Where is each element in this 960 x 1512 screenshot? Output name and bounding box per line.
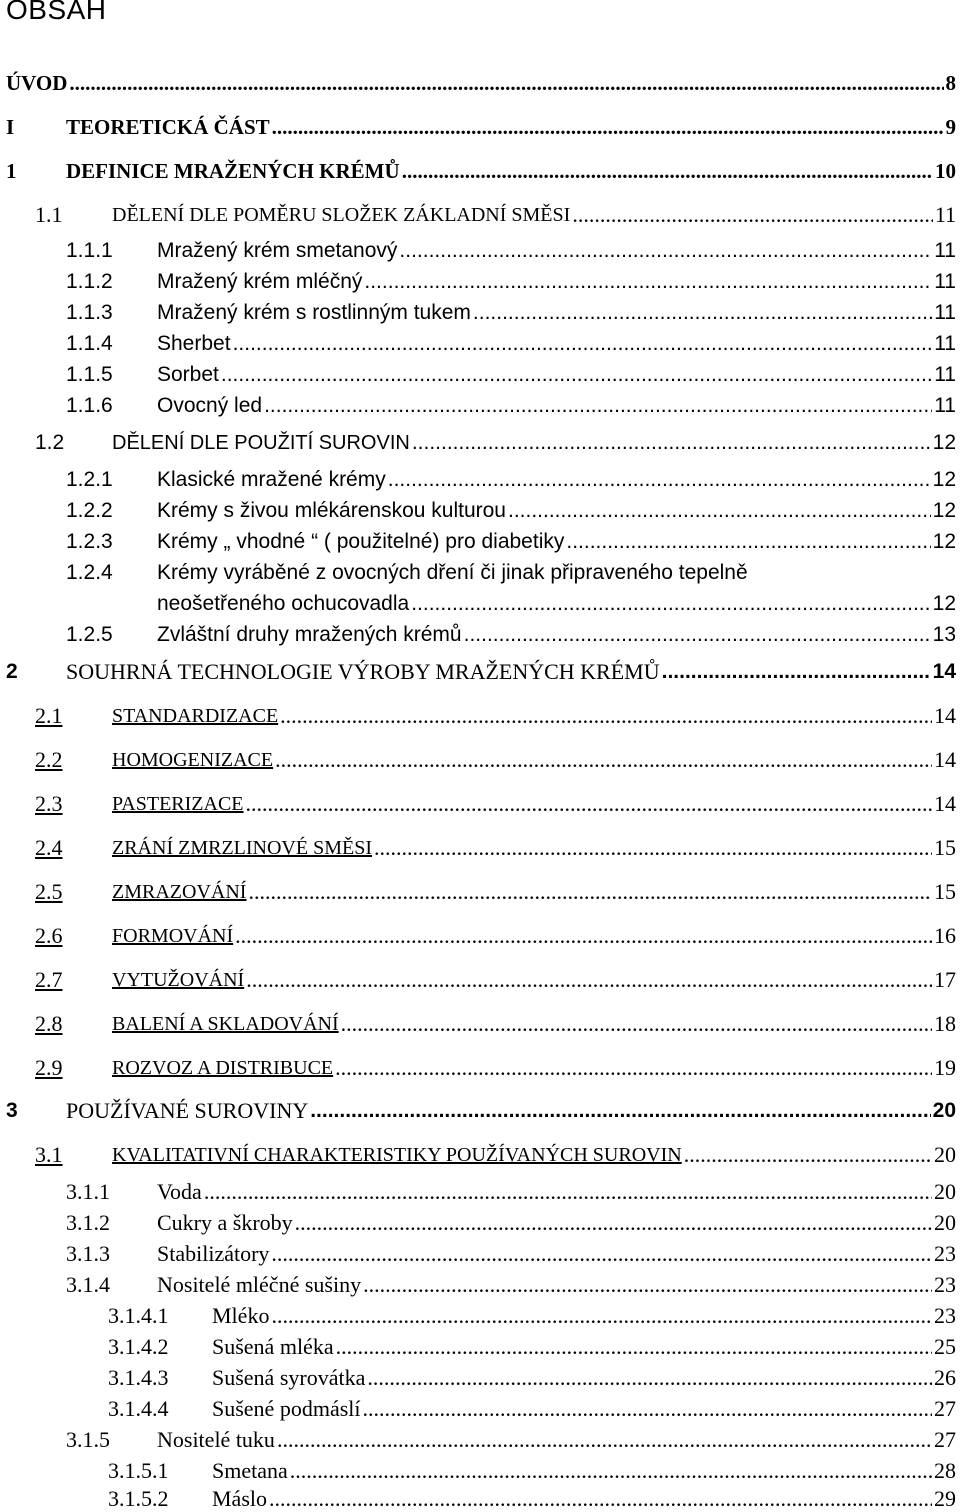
dot-leader bbox=[264, 393, 932, 419]
dot-leader bbox=[295, 1210, 932, 1236]
toc-entry-page: 11 bbox=[934, 202, 956, 227]
toc-entry-number: 1.1.5 bbox=[66, 363, 113, 386]
toc-entry-title: DĚLENÍ DLE POMĚRU SLOŽEK ZÁKLADNÍ SMĚSI bbox=[112, 204, 571, 226]
toc-entry-number: 2.8 bbox=[35, 1011, 63, 1036]
page-title: OBSAH bbox=[6, 0, 107, 25]
toc-entry-number: 2.9 bbox=[35, 1055, 63, 1080]
dot-leader bbox=[275, 747, 932, 773]
toc-entry-title: Mražený krém s rostlinným tukem bbox=[157, 301, 471, 324]
dot-leader bbox=[248, 879, 932, 905]
toc-entry-page: 26 bbox=[934, 1365, 956, 1390]
toc-entry-page: 23 bbox=[934, 1272, 956, 1297]
toc-entry-title: Voda bbox=[157, 1179, 202, 1204]
toc-entry-number: 3.1.4.3 bbox=[108, 1365, 169, 1390]
toc-entry-title: DEFINICE MRAŽENÝCH KRÉMŮ bbox=[66, 159, 400, 183]
toc-entry-number: 1.2.5 bbox=[66, 623, 113, 646]
toc-entry-number: 2.5 bbox=[35, 879, 63, 904]
toc-entry-page: 11 bbox=[934, 301, 956, 324]
toc-entry-number: 1.2.4 bbox=[66, 561, 113, 584]
toc-entry-page: 11 bbox=[934, 270, 956, 293]
toc-entry-page: 20 bbox=[934, 1142, 956, 1167]
toc-entry-title: Nositelé tuku bbox=[157, 1427, 275, 1452]
toc-entry-page: 11 bbox=[934, 363, 956, 386]
dot-leader bbox=[363, 1272, 932, 1298]
toc-entry-number: 2.2 bbox=[35, 747, 63, 772]
toc-entry-page: 12 bbox=[932, 499, 956, 522]
dot-leader bbox=[221, 362, 932, 388]
toc-entry-number: 3.1 bbox=[35, 1142, 63, 1167]
dot-leader bbox=[235, 923, 932, 949]
dot-leader bbox=[473, 300, 932, 326]
dot-leader bbox=[280, 703, 932, 729]
toc-entry-title: KVALITATIVNÍ CHARAKTERISTIKY POUŽÍVANÝCH SUROVIN bbox=[112, 1144, 682, 1166]
toc-entry-number: 3.1.1 bbox=[66, 1179, 110, 1204]
toc-entry-title: Smetana bbox=[212, 1458, 288, 1483]
dot-leader bbox=[566, 529, 930, 555]
toc-entry-title: ÚVOD bbox=[6, 71, 68, 95]
toc-entry-number: 1.2 bbox=[35, 431, 65, 454]
toc-entry-page: 28 bbox=[934, 1458, 956, 1483]
toc-entry-page: 10 bbox=[935, 159, 956, 183]
toc-entry-title: Mražený krém smetanový bbox=[157, 239, 398, 262]
toc-entry-page: 12 bbox=[932, 468, 956, 491]
toc-entry-number: 3.1.4.2 bbox=[108, 1334, 169, 1359]
toc-entry-number: 1.2.1 bbox=[66, 468, 113, 491]
toc-entry-title: Sherbet bbox=[157, 332, 231, 355]
toc-entry-title: ZMRAZOVÁNÍ bbox=[112, 881, 247, 903]
toc-entry-page: 12 bbox=[932, 431, 956, 454]
toc-entry-page: 20 bbox=[934, 1210, 956, 1235]
toc-entry-title: Krémy vyráběné z ovocných dření či jinak připraveného tepelně bbox=[157, 561, 748, 584]
toc-entry-title: BALENÍ A SKLADOVÁNÍ bbox=[112, 1013, 339, 1035]
dot-leader bbox=[364, 269, 932, 295]
toc-entry-title: TEORETICKÁ ČÁST bbox=[66, 115, 270, 139]
toc-entry-title: STANDARDIZACE bbox=[112, 705, 279, 727]
toc-entry-title: ZRÁNÍ ZMRZLINOVÉ SMĚSI bbox=[112, 837, 372, 859]
toc-entry-page: 14 bbox=[934, 747, 956, 772]
toc-entry-number: 1.1.6 bbox=[66, 394, 113, 417]
toc-entry-title: Krémy s živou mlékárenskou kulturou bbox=[157, 499, 506, 522]
toc-entry-page: 9 bbox=[945, 115, 956, 139]
dot-leader bbox=[367, 1365, 932, 1391]
toc-entry-number: 1.1.1 bbox=[66, 239, 113, 262]
dot-leader bbox=[246, 967, 932, 993]
toc-entry-number: 3.1.5.2 bbox=[108, 1486, 169, 1511]
toc-entry-page: 11 bbox=[934, 394, 956, 417]
toc-entry-number: 2.1 bbox=[35, 703, 63, 728]
toc-entry-number: 3.1.2 bbox=[66, 1210, 110, 1235]
toc-entry-title: Zvláštní druhy mražených krémů bbox=[157, 623, 462, 646]
toc-entry-page: 12 bbox=[932, 592, 956, 615]
toc-entry-page: 12 bbox=[932, 530, 956, 553]
toc-entry-number: 3.1.5 bbox=[66, 1427, 110, 1452]
dot-leader bbox=[388, 467, 931, 493]
dot-leader bbox=[374, 835, 932, 861]
toc-entry-page: 17 bbox=[934, 967, 956, 992]
toc-entry-title: Sušené podmáslí bbox=[212, 1396, 361, 1421]
toc-entry-page: 15 bbox=[934, 835, 956, 860]
toc-entry-title: Krémy „ vhodné “ ( použitelné) pro diabetiky bbox=[157, 530, 565, 553]
toc-entry-page: 13 bbox=[932, 623, 956, 646]
dot-leader bbox=[572, 202, 933, 228]
toc-entry-title: Klasické mražené krémy bbox=[157, 468, 386, 491]
toc-entry-number: 2.3 bbox=[35, 791, 63, 816]
toc-entry-page: 8 bbox=[945, 71, 956, 95]
dot-leader bbox=[271, 1303, 932, 1329]
dot-leader bbox=[412, 430, 931, 456]
toc-entry-title: Nositelé mléčné sušiny bbox=[157, 1272, 362, 1297]
toc-entry-number: 1.1.2 bbox=[66, 270, 113, 293]
toc-entry-page: 25 bbox=[934, 1334, 956, 1359]
toc-entry-number: 2.6 bbox=[35, 923, 63, 948]
dot-leader bbox=[272, 114, 944, 140]
dot-leader bbox=[290, 1458, 932, 1484]
dot-leader bbox=[246, 791, 932, 817]
toc-entry-title: FORMOVÁNÍ bbox=[112, 925, 234, 947]
dot-leader bbox=[662, 659, 931, 685]
toc-entry-title: Sušená mléka bbox=[212, 1334, 334, 1359]
toc-entry-title: POUŽÍVANÉ SUROVINY bbox=[66, 1098, 309, 1123]
dot-leader bbox=[269, 1486, 932, 1512]
toc-entry-number: 3.1.4 bbox=[66, 1272, 110, 1297]
toc-entry-title: Mléko bbox=[212, 1303, 270, 1328]
toc-entry-number: 1 bbox=[6, 159, 17, 183]
dot-leader bbox=[69, 70, 943, 96]
toc-entry-title: SOUHRNÁ TECHNOLOGIE VÝROBY MRAŽENÝCH KRÉMŮ bbox=[66, 659, 660, 684]
dot-leader bbox=[271, 1241, 932, 1267]
toc-entry-page: 23 bbox=[934, 1241, 956, 1266]
toc-entry-title: VYTUŽOVÁNÍ bbox=[112, 969, 245, 991]
dot-leader bbox=[402, 158, 933, 184]
toc-entry-number: 2 bbox=[6, 660, 18, 683]
toc-entry-number: 1.1 bbox=[35, 202, 63, 227]
toc-entry-number: 2.4 bbox=[35, 835, 63, 860]
toc-entry-title: Sorbet bbox=[157, 363, 219, 386]
dot-leader bbox=[335, 1055, 932, 1081]
dot-leader bbox=[277, 1427, 932, 1453]
toc-entry-number: 1.2.2 bbox=[66, 499, 113, 522]
toc-entry-page: 27 bbox=[934, 1396, 956, 1421]
toc-entry-page: 23 bbox=[934, 1303, 956, 1328]
toc-entry-page: 11 bbox=[934, 332, 956, 355]
dot-leader bbox=[464, 622, 931, 648]
dot-leader bbox=[336, 1334, 932, 1360]
toc-entry-title: Mražený krém mléčný bbox=[157, 270, 363, 293]
toc-entry-page: 14 bbox=[932, 660, 956, 683]
dot-leader bbox=[411, 591, 930, 617]
toc-entry-title: ROZVOZ A DISTRIBUCE bbox=[112, 1057, 334, 1079]
toc-entry-number: 1.1.4 bbox=[66, 332, 113, 355]
toc-entry-title: Sušená syrovátka bbox=[212, 1365, 366, 1390]
toc-entry-title: Ovocný led bbox=[157, 394, 263, 417]
toc-entry-page: 29 bbox=[934, 1486, 956, 1511]
toc-entry-page: 20 bbox=[932, 1099, 956, 1122]
toc-entry-number: 3.1.5.1 bbox=[108, 1458, 169, 1483]
toc-entry-page: 18 bbox=[934, 1011, 956, 1036]
dot-leader bbox=[684, 1142, 932, 1168]
toc-entry-page: 20 bbox=[934, 1179, 956, 1204]
toc-entry-title-continued: neošetřeného ochucovadla bbox=[157, 592, 410, 615]
toc-entry-page: 15 bbox=[934, 879, 956, 904]
toc-entry-title: HOMOGENIZACE bbox=[112, 749, 274, 771]
toc-entry-number: 3.1.4.1 bbox=[108, 1303, 169, 1328]
toc-entry-number: 1.2.3 bbox=[66, 530, 113, 553]
dot-leader bbox=[508, 498, 931, 524]
toc-entry-page: 14 bbox=[934, 791, 956, 816]
dot-leader bbox=[233, 331, 933, 357]
toc-entry-page: 19 bbox=[934, 1055, 956, 1080]
dot-leader bbox=[363, 1396, 933, 1422]
toc-entry-title: Stabilizátory bbox=[157, 1241, 270, 1266]
toc-entry-title: PASTERIZACE bbox=[112, 793, 244, 815]
toc-entry-page: 27 bbox=[934, 1427, 956, 1452]
dot-leader bbox=[341, 1011, 932, 1037]
toc-entry-number: 2.7 bbox=[35, 967, 63, 992]
toc-entry-number: 3.1.4.4 bbox=[108, 1396, 169, 1421]
toc-entry-page: 11 bbox=[934, 239, 956, 262]
toc-entry-number: I bbox=[6, 115, 15, 139]
dot-leader bbox=[310, 1098, 930, 1124]
toc-entry-title: DĚLENÍ DLE POUŽITÍ SUROVIN bbox=[112, 432, 410, 454]
toc-entry-number: 3 bbox=[6, 1099, 18, 1122]
toc-entry-subsection[interactable] bbox=[0, 560, 960, 620]
dot-leader bbox=[399, 238, 932, 264]
toc-entry-title: Máslo bbox=[212, 1486, 267, 1511]
toc-entry-title: Cukry a škroby bbox=[157, 1210, 293, 1235]
toc-entry-number: 1.1.3 bbox=[66, 301, 113, 324]
toc-entry-page: 14 bbox=[934, 703, 956, 728]
toc-entry-page: 16 bbox=[934, 923, 956, 948]
toc-entry-number: 3.1.3 bbox=[66, 1241, 110, 1266]
dot-leader bbox=[204, 1179, 932, 1205]
